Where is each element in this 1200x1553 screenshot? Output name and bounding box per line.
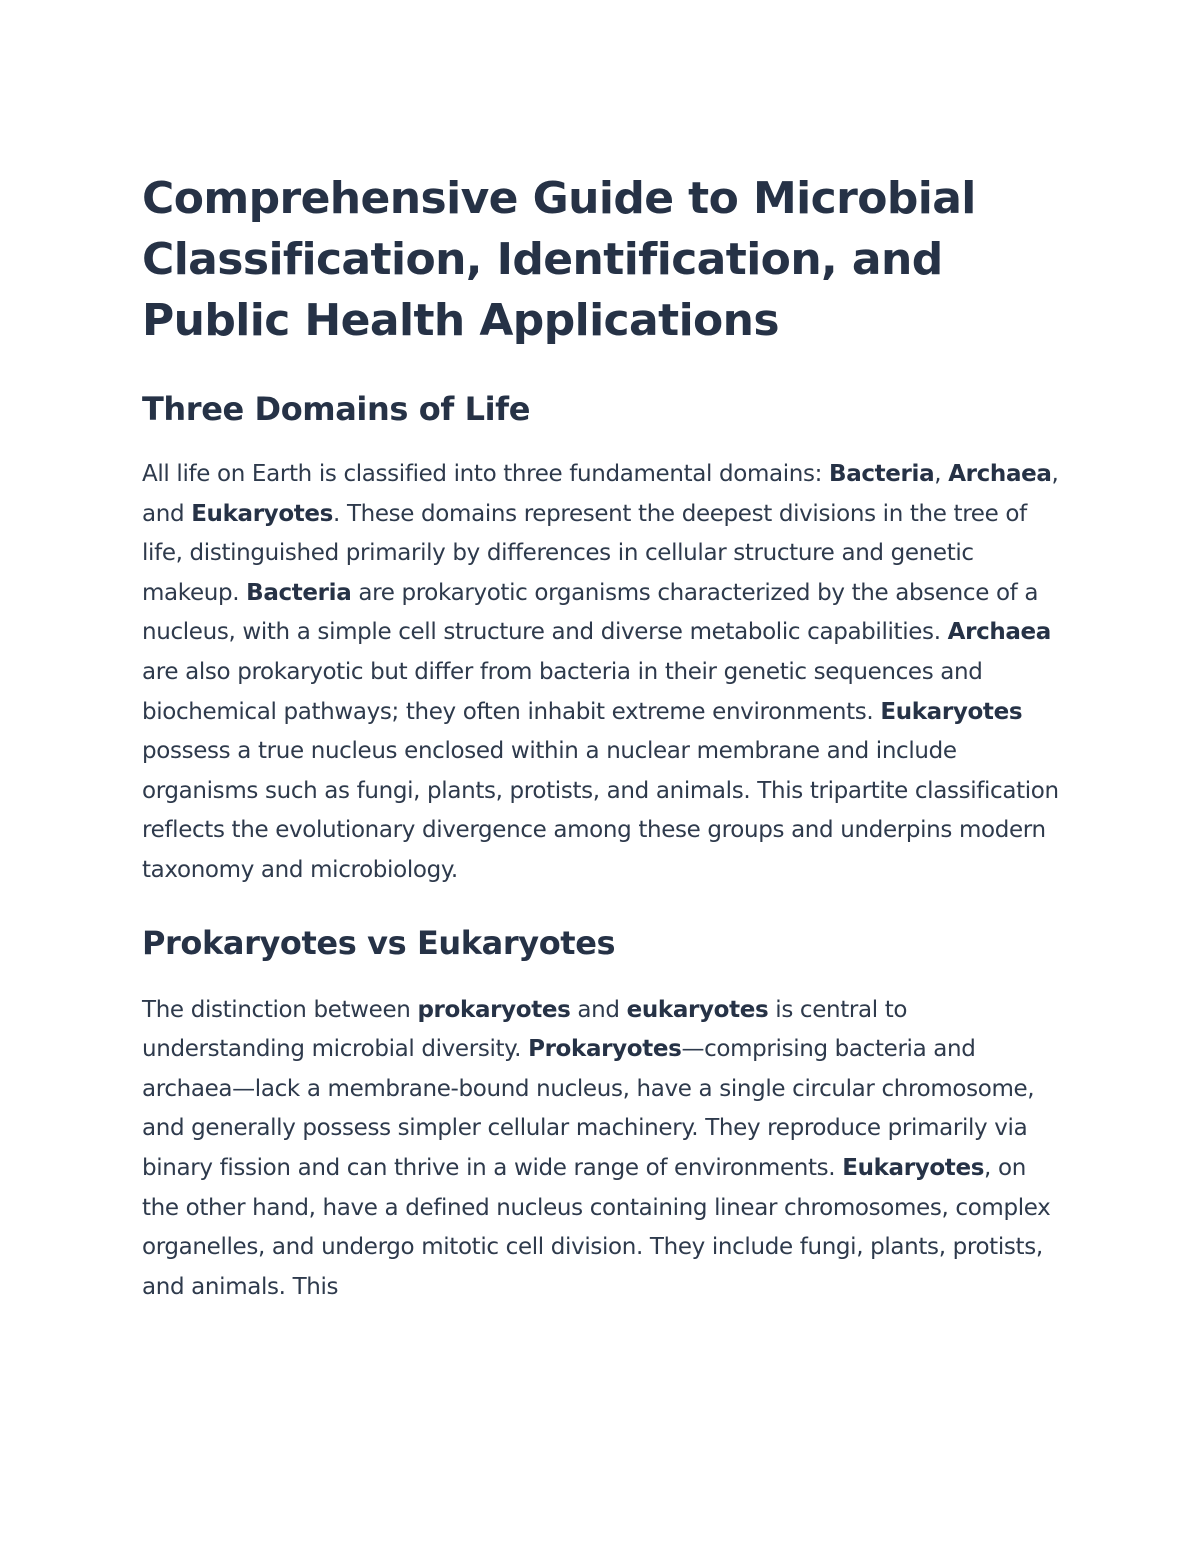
bold-term: Archaea [947,619,1051,646]
section-paragraph-three-domains: All life on Earth is classified into three fundamental domains: Bacteria, Archaea, and Eukaryotes. These domains represent the deepest divisions in the tree of life, distinguished primarily by differences in cellular structure and genetic makeup. Bacteria are prokaryotic organisms characterized by the absence of a nucleus, with a simple cell structure and diverse metabolic capabilities. Archaea are also prokaryotic but differ from bacteria in their genetic sequences and biochemical pathways; they often inhabit extreme environments. Eukaryotes possess a true nucleus enclosed within a nuclear membrane and include organisms such as fungi, plants, protists, and animals. This tripartite classification reflects the evolutionary divergence among these groups and underpins modern taxonomy and microbiology. [142,461,1059,883]
bold-term: Bacteria [246,579,352,606]
document-page [142,168,1062,1307]
section-paragraph-prokaryotes-vs-eukaryotes: The distinction between prokaryotes and eukaryotes is central to understanding microbial diversity. Prokaryotes—comprising bacteria and archaea—lack a membrane-bound nucleus, have a single circular chromosome, and generally possess simpler cellular machinery. They reproduce primarily via binary fission and can thrive in a wide range of environments. Eukaryotes, on the other hand, have a defined nucleus containing linear chromosomes, complex organelles, and undergo mitotic cell division. They include fungi, plants, protists, and animals. This [142,996,1051,1300]
bold-term: eukaryotes [626,996,769,1023]
bold-term: Eukaryotes [880,698,1023,725]
bold-term: prokaryotes [417,996,571,1023]
section-heading-three-domains: Three Domains of Life [142,390,530,428]
section-heading-prokaryotes-vs-eukaryotes: Prokaryotes vs Eukaryotes [142,923,616,962]
bold-term: Prokaryotes [528,1036,682,1063]
bold-term: Archaea [948,461,1052,487]
bold-term: Bacteria [829,461,935,487]
bold-term: Eukaryotes [842,1154,985,1181]
document-title: Comprehensive Guide to Microbial Classification, Identification, and Public Health Applications [142,173,976,346]
bold-term: Eukaryotes [191,500,334,527]
